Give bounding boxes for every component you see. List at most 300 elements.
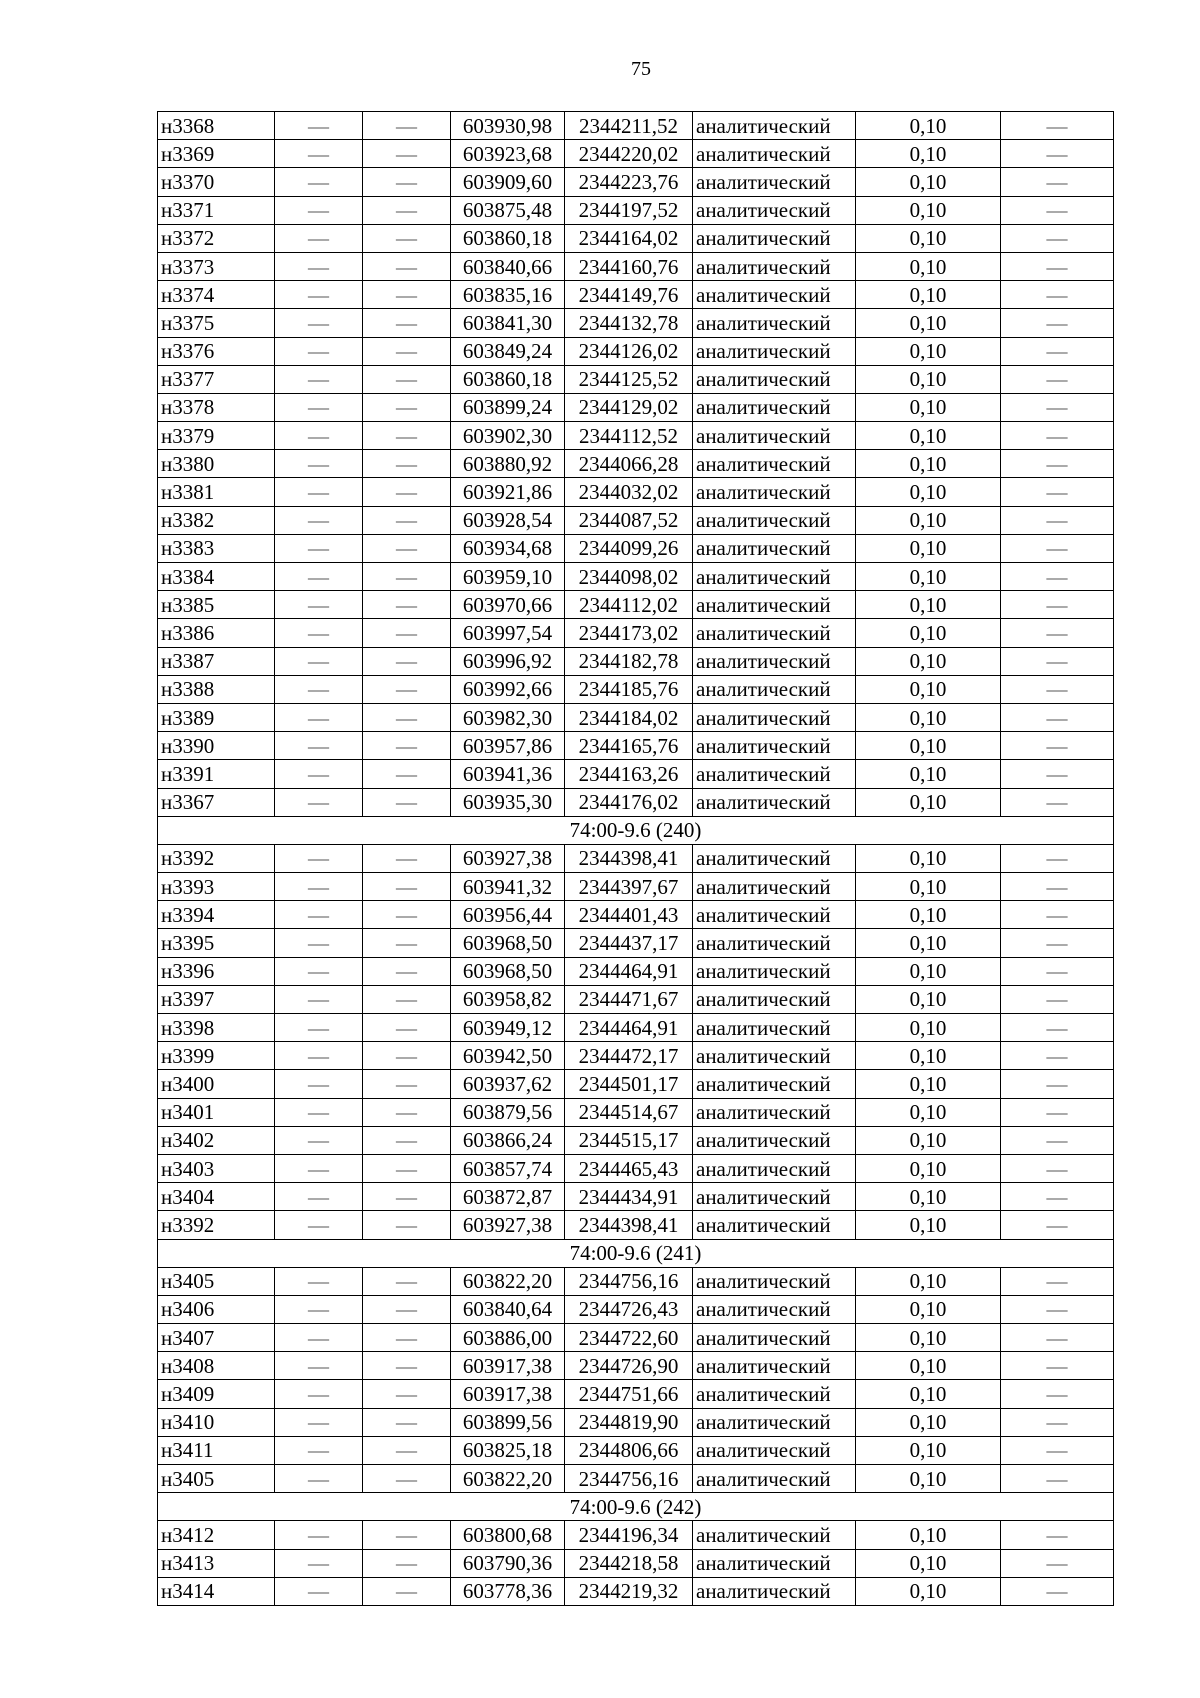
empty-cell: — <box>363 1577 451 1605</box>
table-row <box>158 506 1114 534</box>
empty-cell: — <box>275 309 363 337</box>
x-coordinate-cell: 603921,86 <box>451 478 565 506</box>
empty-cell: — <box>1001 281 1114 309</box>
point-cell: н3378 <box>158 393 275 421</box>
method-cell: аналитический <box>693 1549 856 1577</box>
empty-cell: — <box>363 873 451 901</box>
method-cell: аналитический <box>693 450 856 478</box>
table-row <box>158 873 1114 901</box>
empty-cell: — <box>1001 788 1114 816</box>
empty-cell: — <box>275 393 363 421</box>
accuracy-cell: 0,10 <box>856 196 1001 224</box>
y-coordinate-cell: 2344401,43 <box>565 901 693 929</box>
empty-cell: — <box>275 252 363 280</box>
empty-cell: — <box>275 168 363 196</box>
empty-cell: — <box>275 140 363 168</box>
x-coordinate-cell: 603941,36 <box>451 760 565 788</box>
point-cell: н3398 <box>158 1014 275 1042</box>
table-row <box>158 1183 1114 1211</box>
empty-cell: — <box>1001 478 1114 506</box>
accuracy-cell: 0,10 <box>856 1211 1001 1239</box>
empty-cell: — <box>363 957 451 985</box>
method-cell: аналитический <box>693 534 856 562</box>
method-cell: аналитический <box>693 196 856 224</box>
table-row <box>158 929 1114 957</box>
y-coordinate-cell: 2344196,34 <box>565 1521 693 1549</box>
point-cell: н3376 <box>158 337 275 365</box>
x-coordinate-cell: 603957,86 <box>451 732 565 760</box>
empty-cell: — <box>1001 224 1114 252</box>
table-row <box>158 534 1114 562</box>
accuracy-cell: 0,10 <box>856 1042 1001 1070</box>
method-cell: аналитический <box>693 1352 856 1380</box>
accuracy-cell: 0,10 <box>856 1070 1001 1098</box>
method-cell: аналитический <box>693 957 856 985</box>
x-coordinate-cell: 603800,68 <box>451 1521 565 1549</box>
table-row <box>158 732 1114 760</box>
table-row <box>158 619 1114 647</box>
y-coordinate-cell: 2344132,78 <box>565 309 693 337</box>
method-cell: аналитический <box>693 1380 856 1408</box>
y-coordinate-cell: 2344165,76 <box>565 732 693 760</box>
section-label: 74:00-9.6 (242) <box>158 1493 1114 1521</box>
table-row <box>158 703 1114 731</box>
table-row <box>158 196 1114 224</box>
empty-cell: — <box>363 901 451 929</box>
x-coordinate-cell: 603923,68 <box>451 140 565 168</box>
y-coordinate-cell: 2344112,52 <box>565 422 693 450</box>
empty-cell: — <box>275 929 363 957</box>
table-row <box>158 1352 1114 1380</box>
empty-cell: — <box>363 619 451 647</box>
empty-cell: — <box>363 168 451 196</box>
method-cell: аналитический <box>693 1577 856 1605</box>
empty-cell: — <box>1001 760 1114 788</box>
accuracy-cell: 0,10 <box>856 760 1001 788</box>
point-cell: н3401 <box>158 1098 275 1126</box>
table-row <box>158 1408 1114 1436</box>
y-coordinate-cell: 2344099,26 <box>565 534 693 562</box>
point-cell: н3400 <box>158 1070 275 1098</box>
y-coordinate-cell: 2344756,16 <box>565 1267 693 1295</box>
method-cell: аналитический <box>693 140 856 168</box>
table-row <box>158 957 1114 985</box>
section-label: 74:00-9.6 (241) <box>158 1239 1114 1267</box>
x-coordinate-cell: 603917,38 <box>451 1380 565 1408</box>
accuracy-cell: 0,10 <box>856 422 1001 450</box>
method-cell: аналитический <box>693 168 856 196</box>
empty-cell: — <box>275 873 363 901</box>
accuracy-cell: 0,10 <box>856 1267 1001 1295</box>
point-cell: н3385 <box>158 591 275 619</box>
empty-cell: — <box>275 506 363 534</box>
empty-cell: — <box>275 1324 363 1352</box>
empty-cell: — <box>275 196 363 224</box>
point-cell: н3405 <box>158 1267 275 1295</box>
empty-cell: — <box>363 281 451 309</box>
method-cell: аналитический <box>693 252 856 280</box>
y-coordinate-cell: 2344220,02 <box>565 140 693 168</box>
x-coordinate-cell: 603840,66 <box>451 252 565 280</box>
x-coordinate-cell: 603857,74 <box>451 1154 565 1182</box>
empty-cell: — <box>363 478 451 506</box>
empty-cell: — <box>275 563 363 591</box>
table-row <box>158 140 1114 168</box>
method-cell: аналитический <box>693 1267 856 1295</box>
table-row <box>158 1267 1114 1295</box>
empty-cell: — <box>1001 647 1114 675</box>
table-row <box>158 112 1114 140</box>
section-header-row <box>158 1239 1114 1267</box>
empty-cell: — <box>275 703 363 731</box>
empty-cell: — <box>1001 337 1114 365</box>
y-coordinate-cell: 2344465,43 <box>565 1154 693 1182</box>
y-coordinate-cell: 2344173,02 <box>565 619 693 647</box>
point-cell: н3388 <box>158 675 275 703</box>
method-cell: аналитический <box>693 1436 856 1464</box>
point-cell: н3377 <box>158 365 275 393</box>
y-coordinate-cell: 2344129,02 <box>565 393 693 421</box>
y-coordinate-cell: 2344819,90 <box>565 1408 693 1436</box>
accuracy-cell: 0,10 <box>856 1183 1001 1211</box>
x-coordinate-cell: 603928,54 <box>451 506 565 534</box>
x-coordinate-cell: 603942,50 <box>451 1042 565 1070</box>
x-coordinate-cell: 603970,66 <box>451 591 565 619</box>
empty-cell: — <box>275 957 363 985</box>
accuracy-cell: 0,10 <box>856 985 1001 1013</box>
empty-cell: — <box>363 1380 451 1408</box>
empty-cell: — <box>363 647 451 675</box>
empty-cell: — <box>363 675 451 703</box>
empty-cell: — <box>275 788 363 816</box>
table-row <box>158 1324 1114 1352</box>
point-cell: н3384 <box>158 563 275 591</box>
empty-cell: — <box>1001 1014 1114 1042</box>
x-coordinate-cell: 603927,38 <box>451 844 565 872</box>
y-coordinate-cell: 2344397,67 <box>565 873 693 901</box>
empty-cell: — <box>275 478 363 506</box>
y-coordinate-cell: 2344182,78 <box>565 647 693 675</box>
empty-cell: — <box>275 534 363 562</box>
x-coordinate-cell: 603825,18 <box>451 1436 565 1464</box>
x-coordinate-cell: 603902,30 <box>451 422 565 450</box>
empty-cell: — <box>275 1042 363 1070</box>
method-cell: аналитический <box>693 1042 856 1070</box>
method-cell: аналитический <box>693 591 856 619</box>
x-coordinate-cell: 603958,82 <box>451 985 565 1013</box>
empty-cell: — <box>363 1408 451 1436</box>
point-cell: н3370 <box>158 168 275 196</box>
empty-cell: — <box>275 675 363 703</box>
empty-cell: — <box>363 534 451 562</box>
empty-cell: — <box>363 1211 451 1239</box>
empty-cell: — <box>1001 112 1114 140</box>
empty-cell: — <box>275 591 363 619</box>
empty-cell: — <box>1001 1324 1114 1352</box>
table-row <box>158 788 1114 816</box>
method-cell: аналитический <box>693 929 856 957</box>
empty-cell: — <box>1001 1295 1114 1323</box>
y-coordinate-cell: 2344164,02 <box>565 224 693 252</box>
y-coordinate-cell: 2344160,76 <box>565 252 693 280</box>
point-cell: н3409 <box>158 1380 275 1408</box>
x-coordinate-cell: 603778,36 <box>451 1577 565 1605</box>
point-cell: н3412 <box>158 1521 275 1549</box>
accuracy-cell: 0,10 <box>856 1352 1001 1380</box>
table-row <box>158 450 1114 478</box>
point-cell: н3396 <box>158 957 275 985</box>
empty-cell: — <box>363 563 451 591</box>
method-cell: аналитический <box>693 563 856 591</box>
empty-cell: — <box>275 365 363 393</box>
point-cell: н3394 <box>158 901 275 929</box>
accuracy-cell: 0,10 <box>856 1521 1001 1549</box>
section-header-row <box>158 1493 1114 1521</box>
empty-cell: — <box>275 281 363 309</box>
accuracy-cell: 0,10 <box>856 647 1001 675</box>
empty-cell: — <box>363 760 451 788</box>
empty-cell: — <box>1001 196 1114 224</box>
method-cell: аналитический <box>693 732 856 760</box>
x-coordinate-cell: 603968,50 <box>451 957 565 985</box>
empty-cell: — <box>275 1408 363 1436</box>
accuracy-cell: 0,10 <box>856 1126 1001 1154</box>
table-row <box>158 760 1114 788</box>
x-coordinate-cell: 603822,20 <box>451 1267 565 1295</box>
empty-cell: — <box>275 619 363 647</box>
empty-cell: — <box>363 929 451 957</box>
empty-cell: — <box>1001 534 1114 562</box>
point-cell: н3372 <box>158 224 275 252</box>
table-row <box>158 591 1114 619</box>
empty-cell: — <box>1001 393 1114 421</box>
empty-cell: — <box>363 196 451 224</box>
x-coordinate-cell: 603841,30 <box>451 309 565 337</box>
empty-cell: — <box>363 140 451 168</box>
accuracy-cell: 0,10 <box>856 337 1001 365</box>
empty-cell: — <box>363 252 451 280</box>
x-coordinate-cell: 603968,50 <box>451 929 565 957</box>
accuracy-cell: 0,10 <box>856 1380 1001 1408</box>
x-coordinate-cell: 603930,98 <box>451 112 565 140</box>
y-coordinate-cell: 2344501,17 <box>565 1070 693 1098</box>
accuracy-cell: 0,10 <box>856 478 1001 506</box>
empty-cell: — <box>1001 422 1114 450</box>
x-coordinate-cell: 603860,18 <box>451 224 565 252</box>
table-row <box>158 1380 1114 1408</box>
point-cell: н3402 <box>158 1126 275 1154</box>
method-cell: аналитический <box>693 506 856 534</box>
empty-cell: — <box>363 309 451 337</box>
empty-cell: — <box>275 1380 363 1408</box>
empty-cell: — <box>1001 732 1114 760</box>
y-coordinate-cell: 2344185,76 <box>565 675 693 703</box>
accuracy-cell: 0,10 <box>856 140 1001 168</box>
accuracy-cell: 0,10 <box>856 1549 1001 1577</box>
table-row <box>158 844 1114 872</box>
method-cell: аналитический <box>693 478 856 506</box>
point-cell: н3391 <box>158 760 275 788</box>
accuracy-cell: 0,10 <box>856 224 1001 252</box>
accuracy-cell: 0,10 <box>856 1324 1001 1352</box>
table-row <box>158 309 1114 337</box>
page-number: 75 <box>631 58 651 80</box>
y-coordinate-cell: 2344464,91 <box>565 957 693 985</box>
point-cell: н3383 <box>158 534 275 562</box>
x-coordinate-cell: 603937,62 <box>451 1070 565 1098</box>
empty-cell: — <box>275 1436 363 1464</box>
table-row <box>158 478 1114 506</box>
x-coordinate-cell: 603956,44 <box>451 901 565 929</box>
x-coordinate-cell: 603866,24 <box>451 1126 565 1154</box>
x-coordinate-cell: 603941,32 <box>451 873 565 901</box>
x-coordinate-cell: 603899,56 <box>451 1408 565 1436</box>
empty-cell: — <box>275 450 363 478</box>
x-coordinate-cell: 603982,30 <box>451 703 565 731</box>
method-cell: аналитический <box>693 760 856 788</box>
table-row <box>158 1070 1114 1098</box>
method-cell: аналитический <box>693 1183 856 1211</box>
accuracy-cell: 0,10 <box>856 1295 1001 1323</box>
empty-cell: — <box>1001 1211 1114 1239</box>
y-coordinate-cell: 2344098,02 <box>565 563 693 591</box>
empty-cell: — <box>1001 985 1114 1013</box>
accuracy-cell: 0,10 <box>856 506 1001 534</box>
accuracy-cell: 0,10 <box>856 365 1001 393</box>
y-coordinate-cell: 2344398,41 <box>565 1211 693 1239</box>
empty-cell: — <box>363 1436 451 1464</box>
y-coordinate-cell: 2344125,52 <box>565 365 693 393</box>
accuracy-cell: 0,10 <box>856 563 1001 591</box>
method-cell: аналитический <box>693 788 856 816</box>
empty-cell: — <box>275 1549 363 1577</box>
method-cell: аналитический <box>693 873 856 901</box>
empty-cell: — <box>1001 1098 1114 1126</box>
empty-cell: — <box>363 393 451 421</box>
y-coordinate-cell: 2344726,43 <box>565 1295 693 1323</box>
empty-cell: — <box>363 1126 451 1154</box>
x-coordinate-cell: 603840,64 <box>451 1295 565 1323</box>
accuracy-cell: 0,10 <box>856 929 1001 957</box>
empty-cell: — <box>275 112 363 140</box>
x-coordinate-cell: 603997,54 <box>451 619 565 647</box>
method-cell: аналитический <box>693 1521 856 1549</box>
method-cell: аналитический <box>693 112 856 140</box>
accuracy-cell: 0,10 <box>856 534 1001 562</box>
empty-cell: — <box>1001 309 1114 337</box>
x-coordinate-cell: 603992,66 <box>451 675 565 703</box>
method-cell: аналитический <box>693 1295 856 1323</box>
empty-cell: — <box>363 1098 451 1126</box>
x-coordinate-cell: 603996,92 <box>451 647 565 675</box>
x-coordinate-cell: 603886,00 <box>451 1324 565 1352</box>
method-cell: аналитический <box>693 393 856 421</box>
accuracy-cell: 0,10 <box>856 252 1001 280</box>
table-row <box>158 1126 1114 1154</box>
point-cell: н3408 <box>158 1352 275 1380</box>
empty-cell: — <box>363 788 451 816</box>
empty-cell: — <box>275 1211 363 1239</box>
y-coordinate-cell: 2344112,02 <box>565 591 693 619</box>
y-coordinate-cell: 2344751,66 <box>565 1380 693 1408</box>
x-coordinate-cell: 603949,12 <box>451 1014 565 1042</box>
empty-cell: — <box>275 1183 363 1211</box>
empty-cell: — <box>363 1267 451 1295</box>
accuracy-cell: 0,10 <box>856 1014 1001 1042</box>
method-cell: аналитический <box>693 1154 856 1182</box>
table-row <box>158 393 1114 421</box>
point-cell: н3379 <box>158 422 275 450</box>
empty-cell: — <box>363 591 451 619</box>
accuracy-cell: 0,10 <box>856 1436 1001 1464</box>
accuracy-cell: 0,10 <box>856 703 1001 731</box>
point-cell: н3392 <box>158 844 275 872</box>
empty-cell: — <box>1001 1070 1114 1098</box>
point-cell: н3414 <box>158 1577 275 1605</box>
point-cell: н3371 <box>158 196 275 224</box>
empty-cell: — <box>1001 563 1114 591</box>
y-coordinate-cell: 2344398,41 <box>565 844 693 872</box>
table-row <box>158 1549 1114 1577</box>
empty-cell: — <box>275 985 363 1013</box>
y-coordinate-cell: 2344184,02 <box>565 703 693 731</box>
empty-cell: — <box>363 985 451 1013</box>
empty-cell: — <box>363 1042 451 1070</box>
y-coordinate-cell: 2344471,67 <box>565 985 693 1013</box>
empty-cell: — <box>1001 1267 1114 1295</box>
x-coordinate-cell: 603875,48 <box>451 196 565 224</box>
coordinates-table <box>157 111 1114 1606</box>
point-cell: н3381 <box>158 478 275 506</box>
method-cell: аналитический <box>693 337 856 365</box>
empty-cell: — <box>1001 1577 1114 1605</box>
accuracy-cell: 0,10 <box>856 675 1001 703</box>
x-coordinate-cell: 603917,38 <box>451 1352 565 1380</box>
point-cell: н3368 <box>158 112 275 140</box>
point-cell: н3392 <box>158 1211 275 1239</box>
method-cell: аналитический <box>693 1070 856 1098</box>
y-coordinate-cell: 2344722,60 <box>565 1324 693 1352</box>
empty-cell: — <box>1001 168 1114 196</box>
point-cell: н3403 <box>158 1154 275 1182</box>
table-body <box>158 112 1114 1606</box>
empty-cell: — <box>275 760 363 788</box>
empty-cell: — <box>275 1267 363 1295</box>
accuracy-cell: 0,10 <box>856 873 1001 901</box>
table-row <box>158 252 1114 280</box>
empty-cell: — <box>1001 619 1114 647</box>
x-coordinate-cell: 603790,36 <box>451 1549 565 1577</box>
y-coordinate-cell: 2344434,91 <box>565 1183 693 1211</box>
point-cell: н3405 <box>158 1465 275 1493</box>
method-cell: аналитический <box>693 281 856 309</box>
empty-cell: — <box>1001 873 1114 901</box>
table-row <box>158 1295 1114 1323</box>
empty-cell: — <box>1001 1380 1114 1408</box>
empty-cell: — <box>275 844 363 872</box>
y-coordinate-cell: 2344126,02 <box>565 337 693 365</box>
y-coordinate-cell: 2344149,76 <box>565 281 693 309</box>
empty-cell: — <box>275 1465 363 1493</box>
method-cell: аналитический <box>693 422 856 450</box>
point-cell: н3395 <box>158 929 275 957</box>
empty-cell: — <box>1001 506 1114 534</box>
empty-cell: — <box>1001 957 1114 985</box>
empty-cell: — <box>1001 252 1114 280</box>
x-coordinate-cell: 603909,60 <box>451 168 565 196</box>
empty-cell: — <box>363 337 451 365</box>
accuracy-cell: 0,10 <box>856 788 1001 816</box>
